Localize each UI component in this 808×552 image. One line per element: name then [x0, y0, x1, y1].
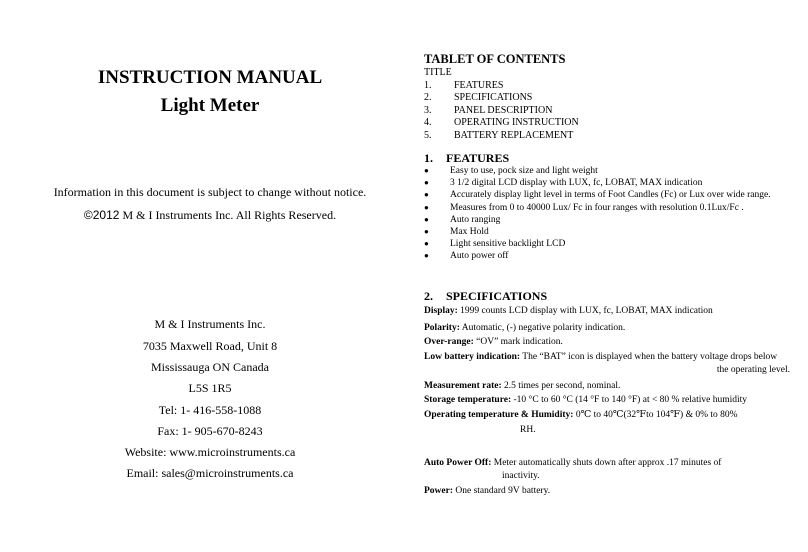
spec-operating-temp: Operating temperature & Humidity: 0℃ to 40℃(32℉to 104℉) & 0% to 80% — [424, 410, 738, 420]
spec-operating-temp-cont: RH. — [520, 425, 536, 435]
list-item: ● Light sensitive backlight LCD — [424, 239, 566, 250]
website: Website: www.microinstruments.ca — [124, 445, 296, 459]
bullet-icon: ● — [424, 251, 429, 261]
spec-storage-temp: Storage temperature: -10 °C to 60 °C (14 °F to 140 °F) at < 80 % relative humidity — [424, 395, 748, 405]
company-name: M & I Instruments Inc. — [154, 317, 266, 331]
right-page — [420, 0, 808, 552]
spec-low-battery: Low battery indication: The “BAT” icon is displayed when the battery voltage drops below — [424, 352, 778, 362]
list-item: ● Easy to use, pock size and light weight — [424, 166, 598, 176]
toc-item: 5. BATTERY REPLACEMENT — [424, 129, 574, 141]
list-item: ● Accurately display light level in terms of Foot Candles (Fc) or Lux over wide range. — [424, 190, 771, 201]
toc-item: 3. PANEL DESCRIPTION — [424, 104, 553, 116]
bullet-icon: ● — [424, 190, 429, 200]
bullet-icon: ● — [424, 166, 429, 175]
bullet-icon: ● — [424, 227, 429, 237]
manual-title: INSTRUCTION MANUAL — [97, 67, 323, 88]
postal-code: L5S 1R5 — [188, 381, 232, 395]
list-item: ● Measures from 0 to 40000 Lux/ Fc in four ranges with resolution 0.1Lux/Fc . — [424, 202, 744, 213]
copyright-symbol: ©2012 — [83, 208, 120, 222]
spec-auto-power-off: Auto Power Off: Meter automatically shuts down after approx .17 minutes of — [424, 458, 722, 468]
bullet-icon: ● — [424, 202, 429, 212]
toc-item: 2. SPECIFICATIONS — [424, 92, 533, 104]
bullet-icon: ● — [424, 214, 429, 224]
spec-overrange: Over-range: “OV” mark indication. — [424, 337, 563, 347]
address-line: 7035 Maxwell Road, Unit 8 — [142, 339, 278, 353]
toc-title: TABLET OF CONTENTS — [424, 52, 566, 66]
manual-subtitle: Light Meter — [160, 95, 260, 116]
toc-item: 4. OPERATING INSTRUCTION — [424, 117, 579, 129]
toc-item: 1. FEATURES — [424, 79, 504, 91]
list-item: ● Auto power off — [424, 251, 509, 262]
fax: Fax: 1- 905-670-8243 — [157, 424, 263, 438]
city-line: Mississauga ON Canada — [151, 360, 269, 374]
spec-power: Power: One standard 9V battery. — [424, 486, 551, 496]
table-of-contents — [424, 67, 579, 143]
specifications-heading: 2. SPECIFICATIONS — [424, 289, 548, 303]
features-list — [424, 165, 794, 263]
copyright-text: M & I Instruments Inc. All Rights Reserved. — [119, 208, 337, 222]
toc-item: TITLE — [424, 67, 452, 78]
spec-display: Display: 1999 counts LCD display with LUX, fc, LOBAT, MAX indication — [424, 306, 713, 316]
bullet-icon: ● — [424, 239, 429, 249]
features-heading: 1. FEATURES — [424, 151, 510, 165]
copyright-line — [10, 208, 410, 223]
spec-auto-power-off-cont: inactivity. — [502, 471, 540, 481]
list-item: ● Auto ranging — [424, 214, 501, 225]
phone: Tel: 1- 416-558-1088 — [158, 403, 262, 417]
email: Email: sales@microinstruments.ca — [126, 466, 294, 480]
spec-measurement-rate: Measurement rate: 2.5 times per second, nominal. — [424, 381, 621, 391]
list-item: ● Max Hold — [424, 227, 489, 238]
notice-text: Information in this document is subject to change without notice. — [53, 185, 367, 199]
list-item: ● 3 1/2 digital LCD display with LUX, fc, LOBAT, MAX indication — [424, 178, 703, 189]
spec-polarity: Polarity: Automatic, (-) negative polarity indication. — [424, 323, 626, 333]
spec-low-battery-cont: the operating level. — [716, 365, 790, 375]
bullet-icon: ● — [424, 178, 429, 188]
